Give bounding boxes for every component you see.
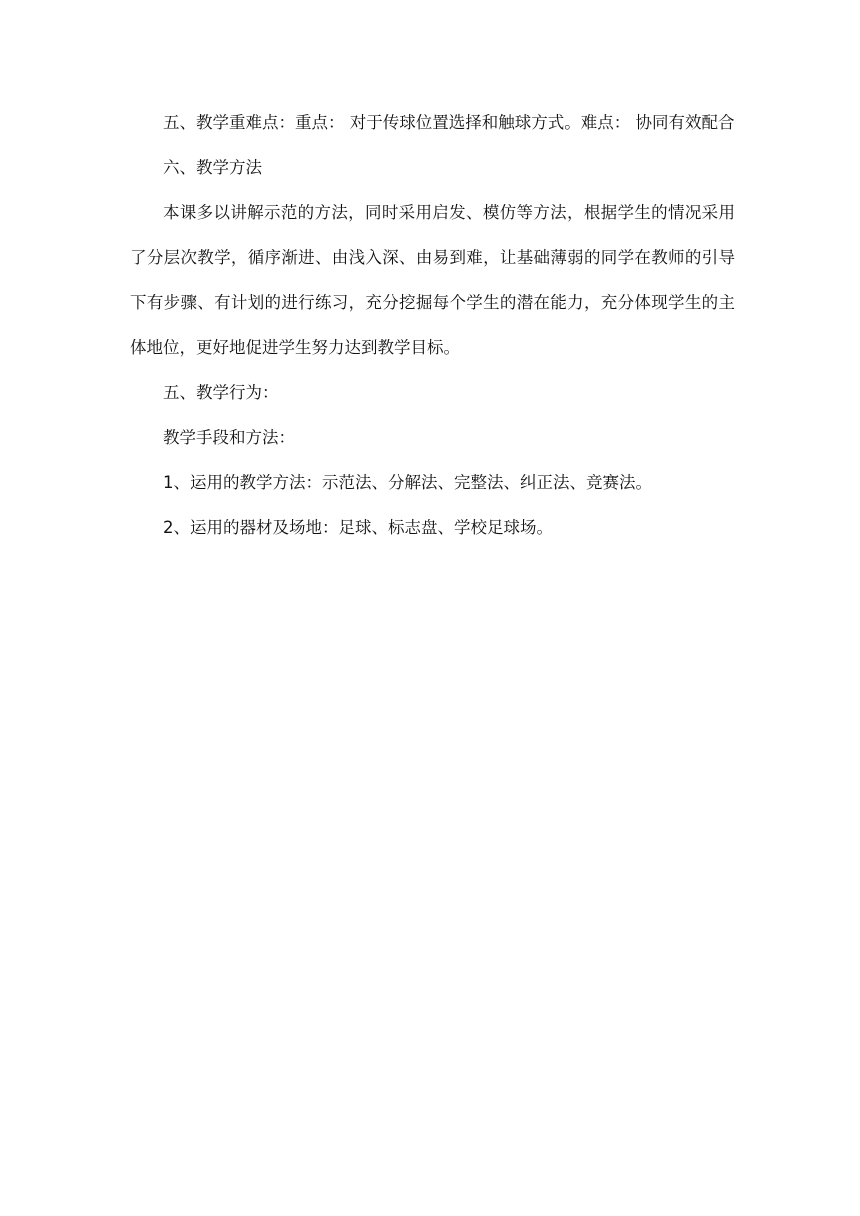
teaching-method-heading: 六、教学方法: [163, 158, 262, 177]
teaching-key-points-paragraph: 五、教学重难点：重点： 对于传球位置选择和触球方式。难点： 协同有效配合: [163, 113, 735, 132]
teaching-methods-list-item: 1、运用的教学方法：示范法、分解法、完整法、纠正法、竞赛法。: [163, 473, 652, 492]
document-page: [130, 100, 735, 550]
teaching-means-heading: 教学手段和方法：: [163, 428, 295, 447]
teaching-behavior-heading: 五、教学行为：: [163, 383, 279, 402]
teaching-method-paragraph: 本课多以讲解示范的方法，同时采用启发、模仿等方法，根据学生的情况采用了分层次教学，循序渐进、由浅入深、由易到难，让基础薄弱的同学在教师的引导下有步骤、有计划的进行练习，充分挖掘每个学生的潜在能力，充分体现学生的主体地位，更好地促进学生努力达到教学目标。: [130, 203, 735, 357]
equipment-venue-list-item: 2、运用的器材及场地：足球、标志盘、学校足球场。: [163, 518, 553, 537]
